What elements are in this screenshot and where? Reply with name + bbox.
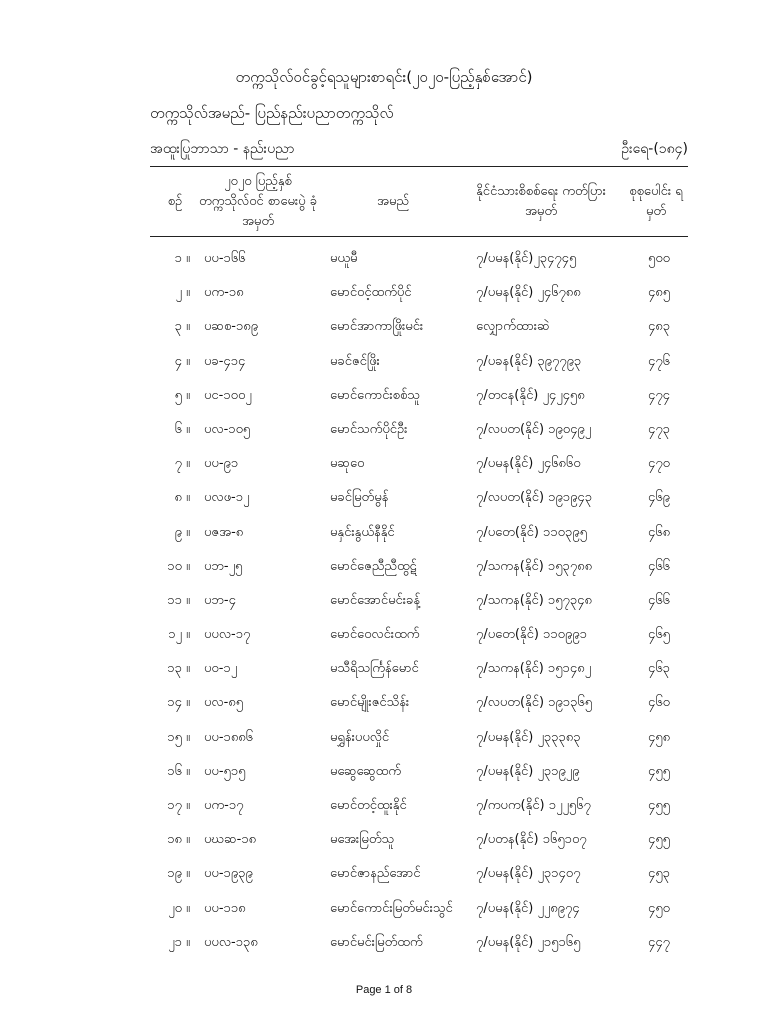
row-score: ၄၆၃: [648, 661, 670, 677]
row-exam-code: ပဃဆ-၁၈: [204, 832, 257, 848]
table-row: [0, 347, 768, 381]
row-name: မဆုဝေ: [330, 456, 365, 472]
row-nrc: ၇/သကန(နိုင်) ၁၅၇၃၄၈: [476, 592, 592, 608]
table-row: [0, 415, 768, 449]
row-score: ၄၆၀: [648, 695, 670, 711]
row-exam-code: ပပ-၅၁၅: [204, 763, 246, 779]
row-score: ၄၅၃: [648, 866, 670, 882]
table-header-top-rule: [150, 166, 688, 167]
row-score: ၄၇၀: [648, 456, 670, 472]
table-row: [0, 859, 768, 893]
row-score: ၄၄၇: [648, 934, 670, 950]
row-name: မောင်သက်ပိုင်ဦး: [330, 421, 408, 437]
row-name: မောင်ကောင်းမြတ်မင်းသွင်: [330, 900, 453, 916]
row-score: ၄၇၃: [648, 421, 670, 437]
table-row: [0, 688, 768, 722]
row-no: ၈ ။: [174, 490, 190, 506]
row-score: ၄၅၈: [647, 729, 671, 745]
row-nrc: ၇/လပတ(နိုင်) ၁၉၀၄၉၂: [476, 421, 592, 437]
page-number: Page 1 of 8: [355, 984, 413, 996]
row-name: မယူမီ: [330, 251, 358, 266]
row-nrc: ၇/ပမန(နိုင်) ၂၂၈၉၇၄: [476, 900, 580, 916]
row-score: ၄၆၈: [647, 524, 671, 540]
row-exam-code: ပဝ-၁၂: [204, 661, 238, 677]
row-no: ၂၀ ။: [168, 900, 190, 916]
row-exam-code: ပလ-၁၀၅: [204, 421, 251, 437]
row-nrc: ၇/သကန(နိုင်) ၁၅၁၄၈၂: [476, 661, 591, 677]
student-count: ဦးရေ-(၁၈၄): [621, 141, 688, 157]
row-no: ၂ ။: [175, 285, 190, 301]
major-subject: အထူးပြုဘာသာ - နည်းပညာ: [150, 141, 295, 157]
table-row: [0, 312, 768, 346]
row-name: မောင်ဇေညီညီထွဋ်: [330, 558, 417, 574]
row-nrc: ၇/ပမန(နိုင်) ၂၄၆၇၈၈: [476, 285, 581, 301]
row-exam-code: ပပ-၁၉၃၉: [204, 866, 253, 882]
table-row: [0, 449, 768, 483]
row-score: ၄၇၆: [648, 353, 670, 369]
row-score: ၄၆၆: [648, 592, 670, 608]
row-exam-code: ပက-၁၈: [204, 285, 244, 301]
row-no: ၁၂ ။: [168, 627, 190, 643]
row-no: ၉ ။: [174, 524, 190, 540]
row-exam-code: ပပ-၁၈၈၆: [204, 729, 253, 745]
row-nrc: ၇/သကန(နိုင်) ၁၅၃၇၈၈: [476, 558, 593, 574]
row-nrc: ၇/ပမန(နိုင်) ၂၃၃၃၈၃: [476, 729, 581, 745]
row-name: မောင်မျိုးဇင်သိန်း: [330, 695, 410, 711]
table-row: [0, 654, 768, 688]
row-score: ၅၀၀: [648, 251, 670, 266]
row-exam-code: ပပ-၁၁၈: [204, 900, 246, 916]
row-exam-code: ပပ-၉၁: [204, 456, 239, 472]
table-row: [0, 278, 768, 312]
row-name: မခင်မြတ်မွန်: [330, 490, 389, 506]
table-row: [0, 244, 768, 278]
row-name: မောင်ဝေလင်းထက်: [330, 627, 420, 643]
row-nrc: ၇/ပတေ(နိုင်) ၁၁၀၃၉၅: [476, 524, 587, 540]
table-row: [0, 757, 768, 791]
table-row: [0, 381, 768, 415]
row-score: ၄၅၅: [648, 798, 670, 813]
table-body: [0, 244, 768, 962]
row-nrc: ၇/ကပက(နိုင်) ၁၂၂၅၆၇: [476, 798, 591, 813]
table-row: [0, 894, 768, 928]
row-exam-code: ပခ-၄၁၄: [204, 353, 246, 369]
row-name: မောင်ဝင့်ထက်ပိုင်: [330, 285, 412, 301]
column-header-score: စုစုပေါင်း ရမှတ်: [629, 184, 683, 219]
row-nrc: ၇/ပတန(နိုင်) ၁၆၅၁၀၇: [476, 832, 587, 848]
row-no: ၁၄ ။: [167, 695, 190, 711]
row-name: မသီရိသင်္ကြန်မောင်: [330, 661, 419, 677]
row-no: ၅ ။: [174, 387, 190, 403]
table-row: [0, 483, 768, 517]
column-header-exam-code: ၂၀၂၀ ပြည့်နှစ် တက္ကသိုလ်ဝင် စာမေးပွဲ ခုံအမှတ်: [198, 174, 318, 229]
row-exam-code: ပလ-၈၅: [204, 695, 244, 711]
row-name: မောင်အောင်မင်းခန့်: [330, 592, 421, 608]
row-exam-code: ပလဖ-၁၂: [204, 490, 250, 506]
row-no: ၁၈ ။: [167, 832, 190, 848]
row-exam-code: ပင-၁၀၀၂: [204, 387, 252, 403]
row-no: ၁၃ ။: [167, 661, 190, 677]
column-header-name: အမည်: [377, 194, 409, 209]
row-no: ၁၁ ။: [167, 592, 190, 608]
row-exam-code: ပပလ-၁၃၈: [204, 934, 258, 950]
row-score: ၄၈၃: [647, 319, 671, 335]
row-nrc: ၇/ပတေ(နိုင်) ၁၁၀၉၉၁: [476, 627, 587, 643]
row-name: မနှင်းနွယ်နီနိုင်: [330, 524, 395, 540]
document-title: တက္ကသိုလ်ဝင်ခွင့်ရသူများစာရင်း(၂၀၂၀-ပြည့်နှစ်အောင်): [235, 68, 533, 86]
row-name: မောင်ဇာနည်အောင်: [330, 866, 421, 882]
row-nrc: ၇/ပမန(နိုင်)၂၃၄၇၄၅: [476, 251, 577, 266]
row-name: မဆွေဆွေထက်: [330, 763, 401, 779]
table-row: [0, 552, 768, 586]
column-header-nrc: နိုင်ငံသားစိစစ်ရေး ကတ်ပြားအမှတ်: [476, 184, 606, 219]
row-score: ၄၈၅: [647, 285, 671, 301]
table-header-bottom-rule: [150, 236, 688, 237]
row-exam-code: ပဘ-၂၅: [204, 558, 243, 574]
row-no: ၂၁ ။: [168, 934, 190, 950]
row-name: မခင်ဇင်ဖြိုး: [330, 353, 380, 369]
row-nrc: ၇/ပမန(နိုင်) ၂၄၆၈၆၀: [476, 456, 581, 472]
row-name: မောင်ကောင်းစစ်သူ: [330, 387, 420, 403]
row-exam-code: ပဆစ-၁၈၉: [204, 319, 259, 335]
row-no: ၁၉ ။: [167, 866, 190, 882]
row-score: ၄၆၆: [648, 558, 670, 574]
row-no: ၁၇ ။: [167, 798, 190, 813]
row-nrc: လျှောက်ထားဆဲ: [476, 319, 550, 335]
row-score: ၄၆၉: [648, 490, 670, 506]
row-score: ၄၅၀: [648, 900, 670, 916]
row-no: ၁၀ ။: [167, 558, 190, 574]
row-name: မအေးမြတ်သူ: [330, 832, 395, 848]
row-nrc: ၇/တငန(နိုင်) ၂၄၂၄၅၈: [476, 387, 585, 403]
university-name: တက္ကသိုလ်အမည်- ပြည်နည်းပညာတက္ကသိုလ်: [150, 104, 394, 122]
row-exam-code: ပပလ-၁၇: [204, 627, 251, 643]
row-nrc: ၇/ပမန(နိုင်) ၂၃၁၄၀၇: [476, 866, 581, 882]
row-name: မောင်တင့်ထူးနိုင်: [330, 798, 407, 813]
row-nrc: ၇/ပမန(နိုင်) ၂၃၁၉၂၉: [476, 763, 580, 779]
row-nrc: ၇/လပတ(နိုင်) ၁၉၁၉၄၃: [476, 490, 593, 506]
row-no: ၄ ။: [174, 353, 190, 369]
row-name: မရွှန်းပပလှိုင်: [330, 729, 390, 745]
row-no: ၁၆ ။: [167, 763, 190, 779]
table-row: [0, 791, 768, 825]
row-exam-code: ပဘ-၄: [204, 592, 236, 608]
row-no: ၆ ။: [174, 421, 190, 437]
row-exam-code: ပပ-၁၆၆: [204, 251, 246, 266]
row-score: ၄၅၅: [648, 763, 670, 779]
row-no: ၁ ။: [174, 251, 190, 266]
row-nrc: ၇/ပခန(နိုင်) ၃၉၇၇၉၃: [476, 353, 582, 369]
table-row: [0, 723, 768, 757]
row-score: ၄၇၄: [648, 387, 670, 403]
row-exam-code: ပဇအ-၈: [204, 524, 244, 540]
row-nrc: ၇/ပမန(နိုင်) ၂၁၅၁၆၅: [476, 934, 581, 950]
row-nrc: ၇/လပတ(နိုင်) ၁၉၁၃၆၅: [476, 695, 593, 711]
table-row: [0, 928, 768, 962]
row-score: ၄၆၅: [648, 627, 670, 643]
table-row: [0, 825, 768, 859]
column-header-no: စဉ်: [167, 194, 183, 209]
row-exam-code: ပက-၁၇: [204, 798, 244, 813]
row-score: ၄၅၅: [648, 832, 670, 848]
table-row: [0, 518, 768, 552]
row-name: မောင်မင်းမြတ်ထက်: [330, 934, 423, 950]
row-no: ၇ ။: [174, 456, 190, 472]
row-name: မောင်အာကာဖြိုးမင်း: [330, 319, 424, 335]
row-no: ၃ ။: [174, 319, 190, 335]
table-row: [0, 620, 768, 654]
row-no: ၁၅ ။: [167, 729, 190, 745]
table-row: [0, 586, 768, 620]
